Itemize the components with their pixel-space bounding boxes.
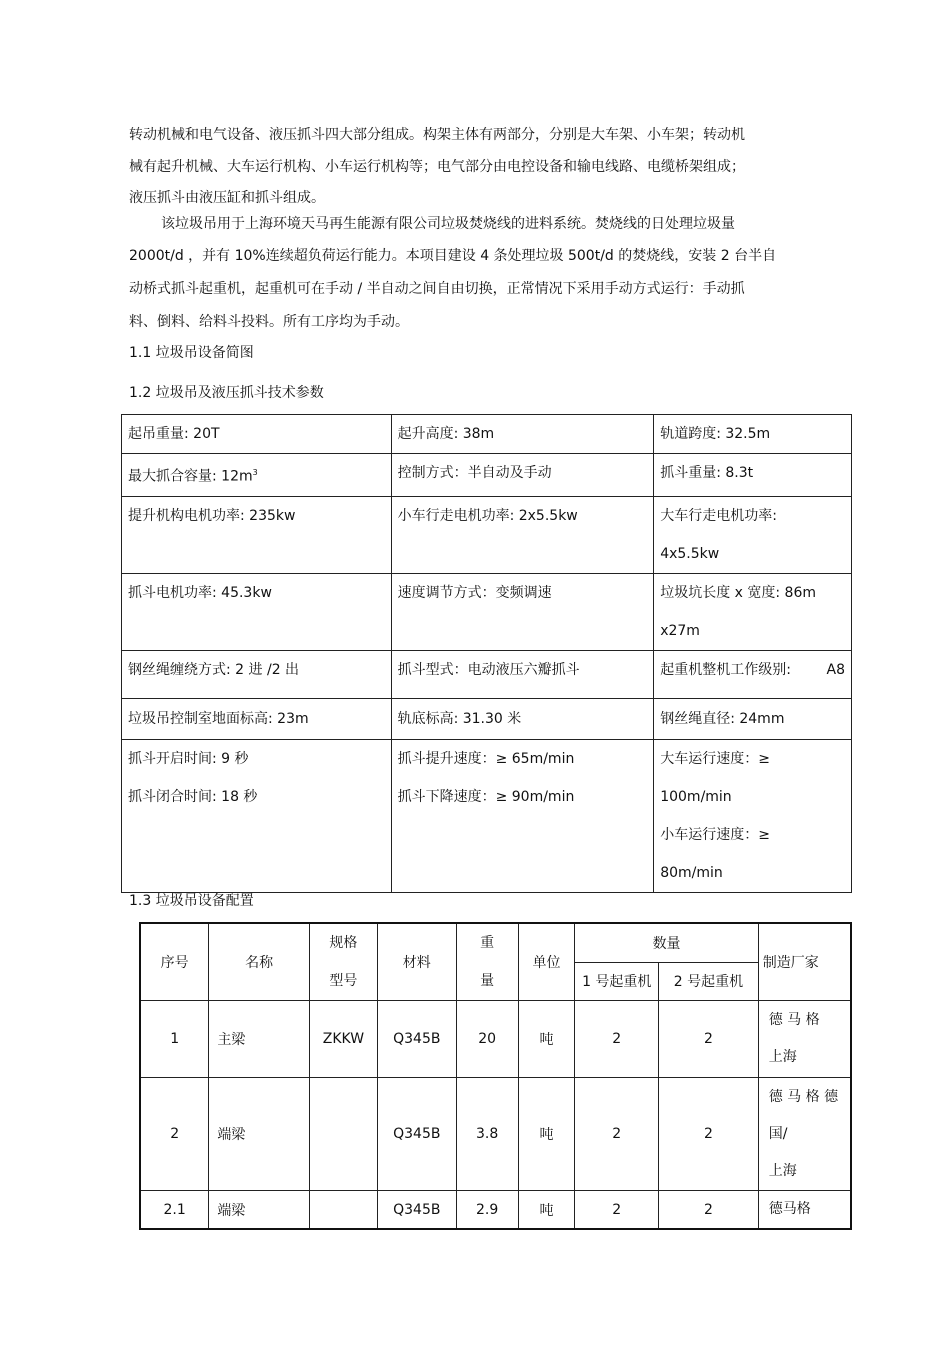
cell-qty2: 2 [659, 1001, 759, 1078]
mfr-text: 德 马 格 [768, 1012, 820, 1028]
cell-material: Q345B [377, 1078, 456, 1191]
section-heading: 1.1 垃圾吊设备简图 [129, 345, 254, 361]
cell-spec [309, 1191, 377, 1230]
table-row [122, 650, 852, 698]
cell-name: 主梁 [209, 1001, 310, 1078]
cell-seq: 1 [140, 1001, 209, 1078]
header-seq: 序号 [140, 923, 209, 1001]
cell-qty1: 2 [575, 1001, 659, 1078]
param-cell [654, 739, 852, 892]
param-cell: 抓斗型式：电动液压六瓣抓斗 [391, 650, 654, 698]
param-text: 抓斗提升速度：≥ 65m/min [397, 750, 575, 767]
param-cell: 抓斗电机功率: 45.3kw [122, 573, 392, 650]
mfr-text: 国/ [768, 1125, 788, 1142]
header-spec [309, 923, 377, 1001]
header-qty2: 2 号起重机 [659, 962, 759, 1000]
cell-material: Q345B [377, 1191, 456, 1230]
section-heading: 1.3 垃圾吊设备配置 [129, 893, 254, 909]
paragraph-line: 动桥式抓斗起重机，起重机可在手动 / 半自动之间自由切换，正常情况下采用手动方式运行：手动抓 [129, 281, 745, 297]
param-cell: 起升高度: 38m [391, 415, 654, 454]
param-text: 起重机整机工作级别: [660, 661, 791, 678]
cell-unit: 吨 [518, 1078, 575, 1191]
paragraph-line: 2000t/d ，并有 10%连续超负荷运行能力。本项目建设 4 条处理垃圾 500t/d 的焚烧线，安装 2 台半自 [129, 248, 777, 264]
header-qty1: 1 号起重机 [575, 962, 659, 1000]
param-cell [391, 739, 654, 892]
param-cell: 轨道跨度: 32.5m [654, 415, 852, 454]
header-unit: 单位 [518, 923, 575, 1001]
param-cell: 钢丝绳直径: 24mm [654, 698, 852, 739]
table-row [122, 415, 852, 454]
param-cell [654, 650, 852, 698]
param-cell: 垃圾吊控制室地面标高: 23m [122, 698, 392, 739]
table-row [140, 1078, 851, 1191]
table-row [140, 1001, 851, 1078]
header-weight [456, 923, 518, 1001]
table-row [140, 1191, 851, 1230]
cell-mfr [758, 1078, 851, 1191]
header-qty: 数量 [575, 923, 758, 962]
param-text: 80m/min [660, 864, 723, 881]
param-cell: 轨底标高: 31.30 米 [391, 698, 654, 739]
mfr-text: 德 马 格 德 [768, 1088, 839, 1105]
param-cell: 起吊重量: 20T [122, 415, 392, 454]
param-text: 最大抓合容量: 12m [128, 468, 253, 485]
cell-unit: 吨 [518, 1001, 575, 1078]
header-row [140, 923, 851, 962]
cell-qty1: 2 [575, 1078, 659, 1191]
param-value: A8 [826, 661, 845, 678]
param-cell: 控制方式：半自动及手动 [391, 454, 654, 497]
section-heading: 1.2 垃圾吊及液压抓斗技术参数 [129, 385, 324, 401]
cell-weight: 3.8 [456, 1078, 518, 1191]
table-row [122, 573, 852, 650]
param-text: 100m/min [660, 788, 732, 805]
table-row [122, 698, 852, 739]
cell-mfr [758, 1001, 851, 1078]
mfr-text: 上海 [768, 1162, 797, 1179]
cell-mfr: 德马格 [758, 1191, 851, 1230]
cell-qty2: 2 [659, 1191, 759, 1230]
paragraph-line: 转动机械和电气设备、液压抓斗四大部分组成。构架主体有两部分，分别是大车架、小车架；转动机 [129, 127, 745, 143]
cell-spec: ZKKW [309, 1001, 377, 1078]
param-text: 抓斗下降速度：≥ 90m/min [397, 788, 575, 805]
tech-params-table [121, 414, 852, 893]
param-text: 4x5.5kw [660, 545, 720, 562]
header-mfr: 制造厂家 [758, 923, 851, 1001]
cell-name: 端梁 [209, 1191, 310, 1230]
paragraph-line: 械有起升机械、大车运行机构、小车运行机构等；电气部分由电控设备和输电线路、电缆桥架组成； [129, 159, 745, 175]
param-text: 抓斗闭合时间: 18 秒 [128, 788, 258, 805]
mfr-text: 上海 [768, 1049, 797, 1065]
param-cell: 钢丝绳缠绕方式: 2 进 /2 出 [122, 650, 392, 698]
cell-qty2: 2 [659, 1078, 759, 1191]
param-text: 大车行走电机功率: [660, 507, 777, 524]
superscript: 3 [252, 468, 258, 477]
table-row [122, 739, 852, 892]
header-text: 量 [480, 973, 495, 989]
cell-weight: 20 [456, 1001, 518, 1078]
header-material: 材料 [377, 923, 456, 1001]
param-text: x27m [660, 622, 700, 639]
cell-seq: 2 [140, 1078, 209, 1191]
param-cell: 小车行走电机功率: 2x5.5kw [391, 496, 654, 573]
param-row [660, 651, 845, 689]
table-row [122, 496, 852, 573]
cell-seq: 2.1 [140, 1191, 209, 1230]
param-text: 大车运行速度：≥ [660, 750, 770, 767]
header-text: 规格 [329, 935, 358, 951]
paragraph-line: 该垃圾吊用于上海环境天马再生能源有限公司垃圾焚烧线的进料系统。焚烧线的日处理垃圾量 [161, 216, 735, 232]
paragraph-line: 料、倒料、给料斗投料。所有工序均为手动。 [129, 314, 409, 330]
cell-qty1: 2 [575, 1191, 659, 1230]
param-cell [654, 573, 852, 650]
param-cell: 抓斗重量: 8.3t [654, 454, 852, 497]
header-text: 重 [480, 935, 495, 951]
param-text: 小车运行速度：≥ [660, 826, 770, 843]
param-cell [654, 496, 852, 573]
equipment-config-table [139, 922, 852, 1230]
param-text: 抓斗开启时间: 9 秒 [128, 750, 249, 767]
cell-name: 端梁 [209, 1078, 310, 1191]
paragraph-line: 液压抓斗由液压缸和抓斗组成。 [129, 190, 325, 206]
cell-unit: 吨 [518, 1191, 575, 1230]
param-cell: 速度调节方式：变频调速 [391, 573, 654, 650]
param-cell [122, 454, 392, 497]
cell-spec [309, 1078, 377, 1191]
param-cell [122, 739, 392, 892]
header-name: 名称 [209, 923, 310, 1001]
param-text: 垃圾坑长度 x 宽度: 86m [660, 584, 817, 601]
cell-material: Q345B [377, 1001, 456, 1078]
table-row [122, 454, 852, 497]
header-text: 型号 [329, 973, 358, 989]
cell-weight: 2.9 [456, 1191, 518, 1230]
param-cell: 提升机构电机功率: 235kw [122, 496, 392, 573]
